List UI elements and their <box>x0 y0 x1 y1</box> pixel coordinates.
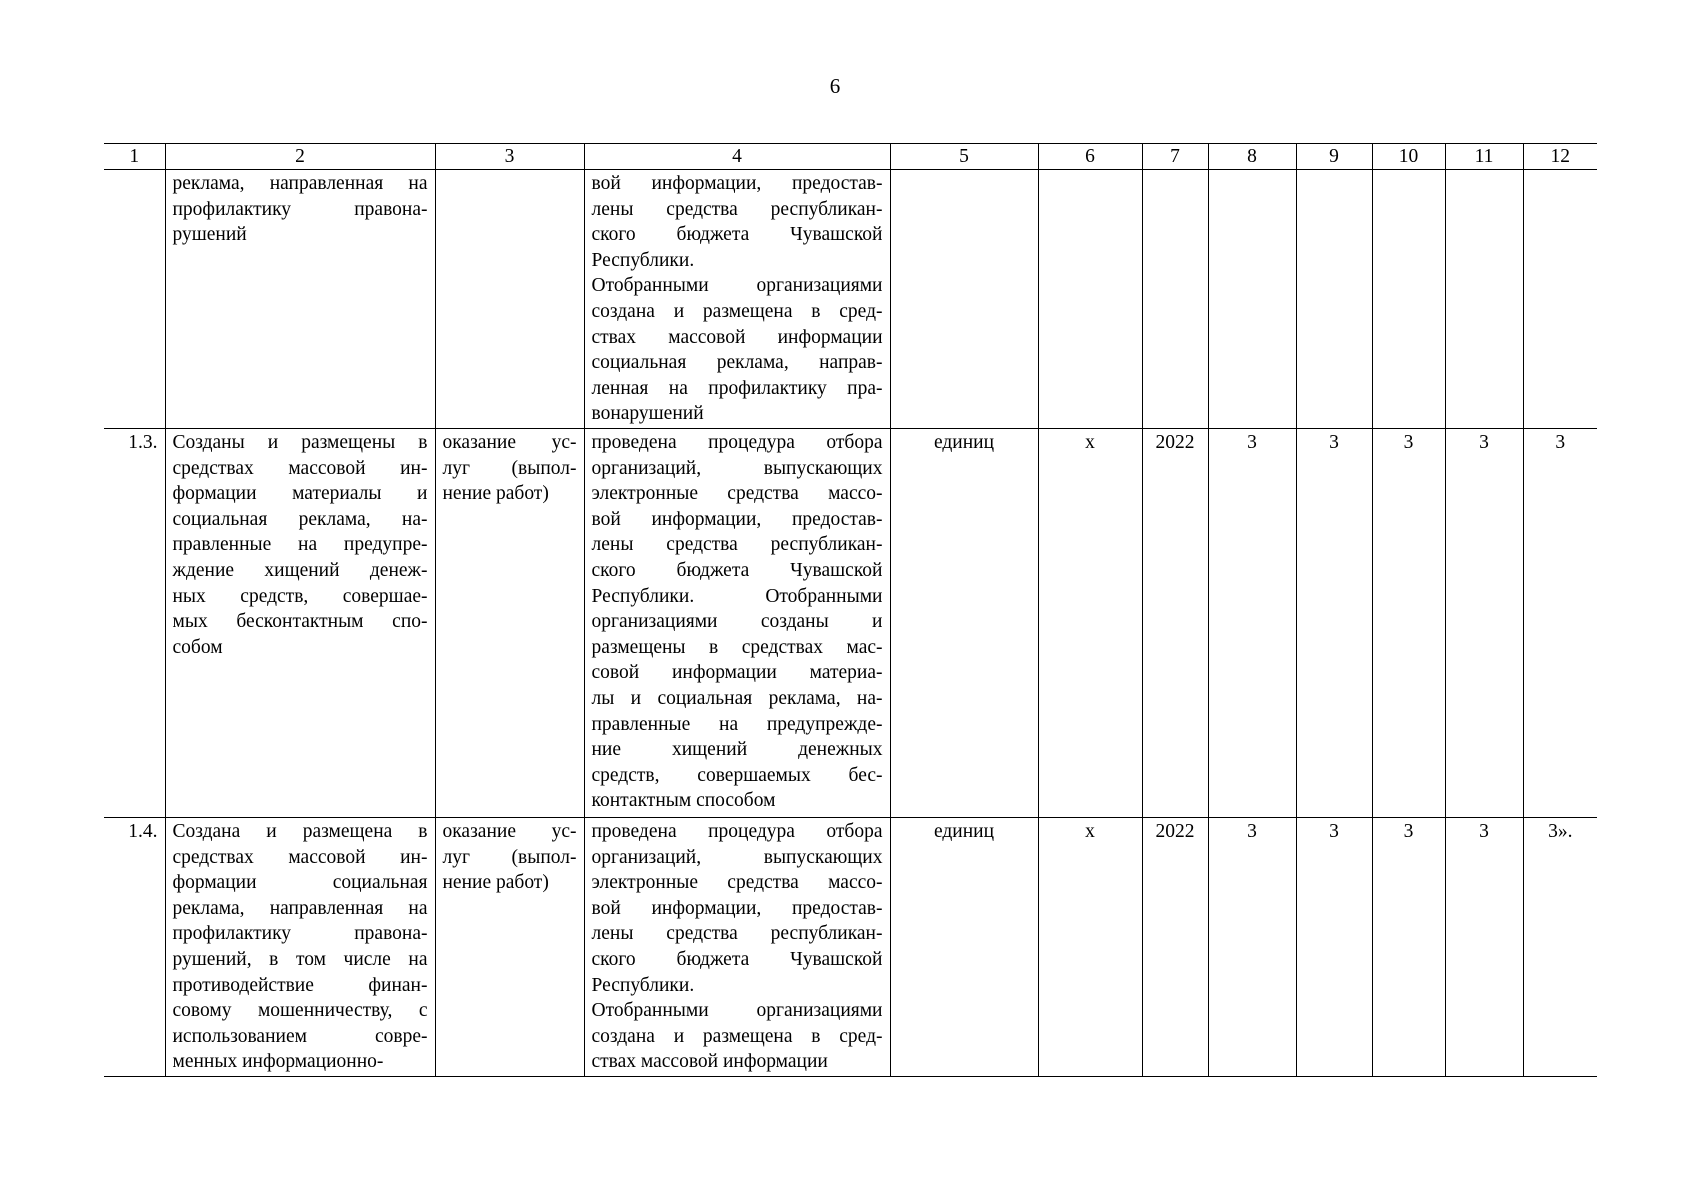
text-line: формации материалы и <box>172 483 428 505</box>
text-line: лены средства республикан- <box>591 923 883 945</box>
text-line: организаций, выпускающих <box>591 846 883 868</box>
text-line: реклама, направленная на <box>172 173 428 194</box>
text-line: менных информационно- <box>172 1051 384 1073</box>
header-cell: 3 <box>435 144 584 170</box>
result-name-cell <box>165 170 435 429</box>
value-cell: 3 <box>1445 429 1523 818</box>
value-cell <box>1372 170 1445 429</box>
text-line: средствах массовой ин- <box>172 846 428 868</box>
text-line: Созданы и размещены в <box>172 432 428 453</box>
text-line: собом <box>172 636 223 658</box>
result-description-cell <box>584 429 890 818</box>
text-line: электронные средства массо- <box>591 483 883 505</box>
header-cell: 7 <box>1142 144 1208 170</box>
text-line: Республики. <box>591 249 695 271</box>
header-cell: 11 <box>1445 144 1523 170</box>
text-line: организациями созданы и <box>591 611 883 633</box>
text-line: ствах массовой информации <box>591 326 883 348</box>
text-line: организаций, выпускающих <box>591 457 883 479</box>
value-cell <box>1523 170 1597 429</box>
text-line: лы и социальная реклама, на- <box>591 687 883 709</box>
text-line: мых бесконтактным спо- <box>172 611 428 633</box>
value-cell: 3 <box>1208 818 1296 1077</box>
result-type-cell <box>435 429 584 818</box>
row-number-cell <box>104 170 165 429</box>
text-line: средств, совершаемых бес- <box>591 764 883 786</box>
text-line: лены средства республикан- <box>591 534 883 556</box>
value-cell: 3 <box>1208 429 1296 818</box>
result-description-cell <box>584 170 890 429</box>
header-cell: 10 <box>1372 144 1445 170</box>
text-line: совой информации материа- <box>591 662 883 684</box>
year-cell <box>1142 170 1208 429</box>
header-cell: 2 <box>165 144 435 170</box>
indicators-table <box>104 143 1597 1077</box>
unit-cell <box>890 170 1038 429</box>
year-cell: 2022 <box>1142 429 1208 818</box>
header-cell: 8 <box>1208 144 1296 170</box>
text-line: ствах массовой информации <box>591 1051 828 1073</box>
text-line: вой информации, предостав- <box>591 508 883 530</box>
text-line: социальная реклама, направ- <box>591 352 883 374</box>
text-line: правленные на предупрежде- <box>591 713 883 735</box>
text-line: ского бюджета Чувашской <box>591 224 883 246</box>
text-line: рушений <box>172 224 247 246</box>
text-line: Республики. Отобранными <box>591 585 883 607</box>
value-cell: 3 <box>1296 429 1372 818</box>
text-line: профилактику правона- <box>172 198 428 220</box>
text-line: профилактику правона- <box>172 923 428 945</box>
text-line: вой информации, предостав- <box>591 173 883 194</box>
page-number: 6 <box>829 74 841 98</box>
text-line: проведена процедура отбора <box>591 821 883 842</box>
text-line: использованием совре- <box>172 1025 428 1047</box>
result-name-cell <box>165 818 435 1077</box>
text-line: создана и размещена в сред- <box>591 300 883 322</box>
unit-cell: единиц <box>890 429 1038 818</box>
base-value-cell: х <box>1038 429 1142 818</box>
text-line: электронные средства массо- <box>591 872 883 894</box>
text-line: правленные на предупре- <box>172 534 428 556</box>
text-line: ных средств, совершае- <box>172 585 428 607</box>
text-line: нение работ) <box>442 483 549 505</box>
year-cell: 2022 <box>1142 818 1208 1077</box>
value-cell: 3 <box>1372 429 1445 818</box>
text-line: реклама, направленная на <box>172 897 428 919</box>
text-line: проведена процедура отбора <box>591 432 883 453</box>
text-line: Создана и размещена в <box>172 821 428 842</box>
text-line: создана и размещена в сред- <box>591 1025 883 1047</box>
result-description-cell <box>584 818 890 1077</box>
value-cell <box>1296 170 1372 429</box>
row-number-cell: 1.4. <box>104 818 165 1077</box>
header-cell: 12 <box>1523 144 1597 170</box>
result-type-cell <box>435 818 584 1077</box>
value-cell: 3 <box>1523 429 1597 818</box>
unit-cell: единиц <box>890 818 1038 1077</box>
table-row <box>104 170 1597 429</box>
value-cell: 3». <box>1523 818 1597 1077</box>
text-line: ленная на профилактику пра- <box>591 377 883 399</box>
header-cell: 1 <box>104 144 165 170</box>
value-cell: 3 <box>1372 818 1445 1077</box>
text-line: средствах массовой ин- <box>172 457 428 479</box>
text-line: противодействие финан- <box>172 974 428 996</box>
text-line: луг (выпол- <box>442 846 577 868</box>
value-cell <box>1445 170 1523 429</box>
text-line: оказание ус- <box>442 432 577 453</box>
text-line: ние хищений денежных <box>591 739 883 761</box>
text-line: рушений, в том числе на <box>172 948 428 970</box>
value-cell <box>1208 170 1296 429</box>
text-line: Отобранными организациями <box>591 275 883 297</box>
row-number-cell: 1.3. <box>104 429 165 818</box>
text-line: оказание ус- <box>442 821 577 842</box>
text-line: размещены в средствах мас- <box>591 636 883 658</box>
text-line: вонарушений <box>591 403 704 425</box>
base-value-cell: х <box>1038 818 1142 1077</box>
header-cell: 6 <box>1038 144 1142 170</box>
table-row <box>104 818 1597 1077</box>
value-cell: 3 <box>1296 818 1372 1077</box>
value-cell: 3 <box>1445 818 1523 1077</box>
base-value-cell <box>1038 170 1142 429</box>
result-type-cell <box>435 170 584 429</box>
text-line: контактным способом <box>591 790 776 812</box>
text-line: нение работ) <box>442 872 549 894</box>
text-line: Республики. <box>591 974 695 996</box>
header-cell: 5 <box>890 144 1038 170</box>
table-row <box>104 429 1597 818</box>
column-number-header-row <box>104 144 1597 170</box>
text-line: социальная реклама, на- <box>172 508 428 530</box>
header-cell: 4 <box>584 144 890 170</box>
header-cell: 9 <box>1296 144 1372 170</box>
result-name-cell <box>165 429 435 818</box>
text-line: совому мошенничеству, с <box>172 1000 428 1022</box>
text-line: луг (выпол- <box>442 457 577 479</box>
text-line: вой информации, предостав- <box>591 897 883 919</box>
text-line: лены средства республикан- <box>591 198 883 220</box>
text-line: ского бюджета Чувашской <box>591 948 883 970</box>
text-line: ждение хищений денеж- <box>172 559 428 581</box>
text-line: формации социальная <box>172 872 428 894</box>
text-line: Отобранными организациями <box>591 1000 883 1022</box>
text-line: ского бюджета Чувашской <box>591 559 883 581</box>
